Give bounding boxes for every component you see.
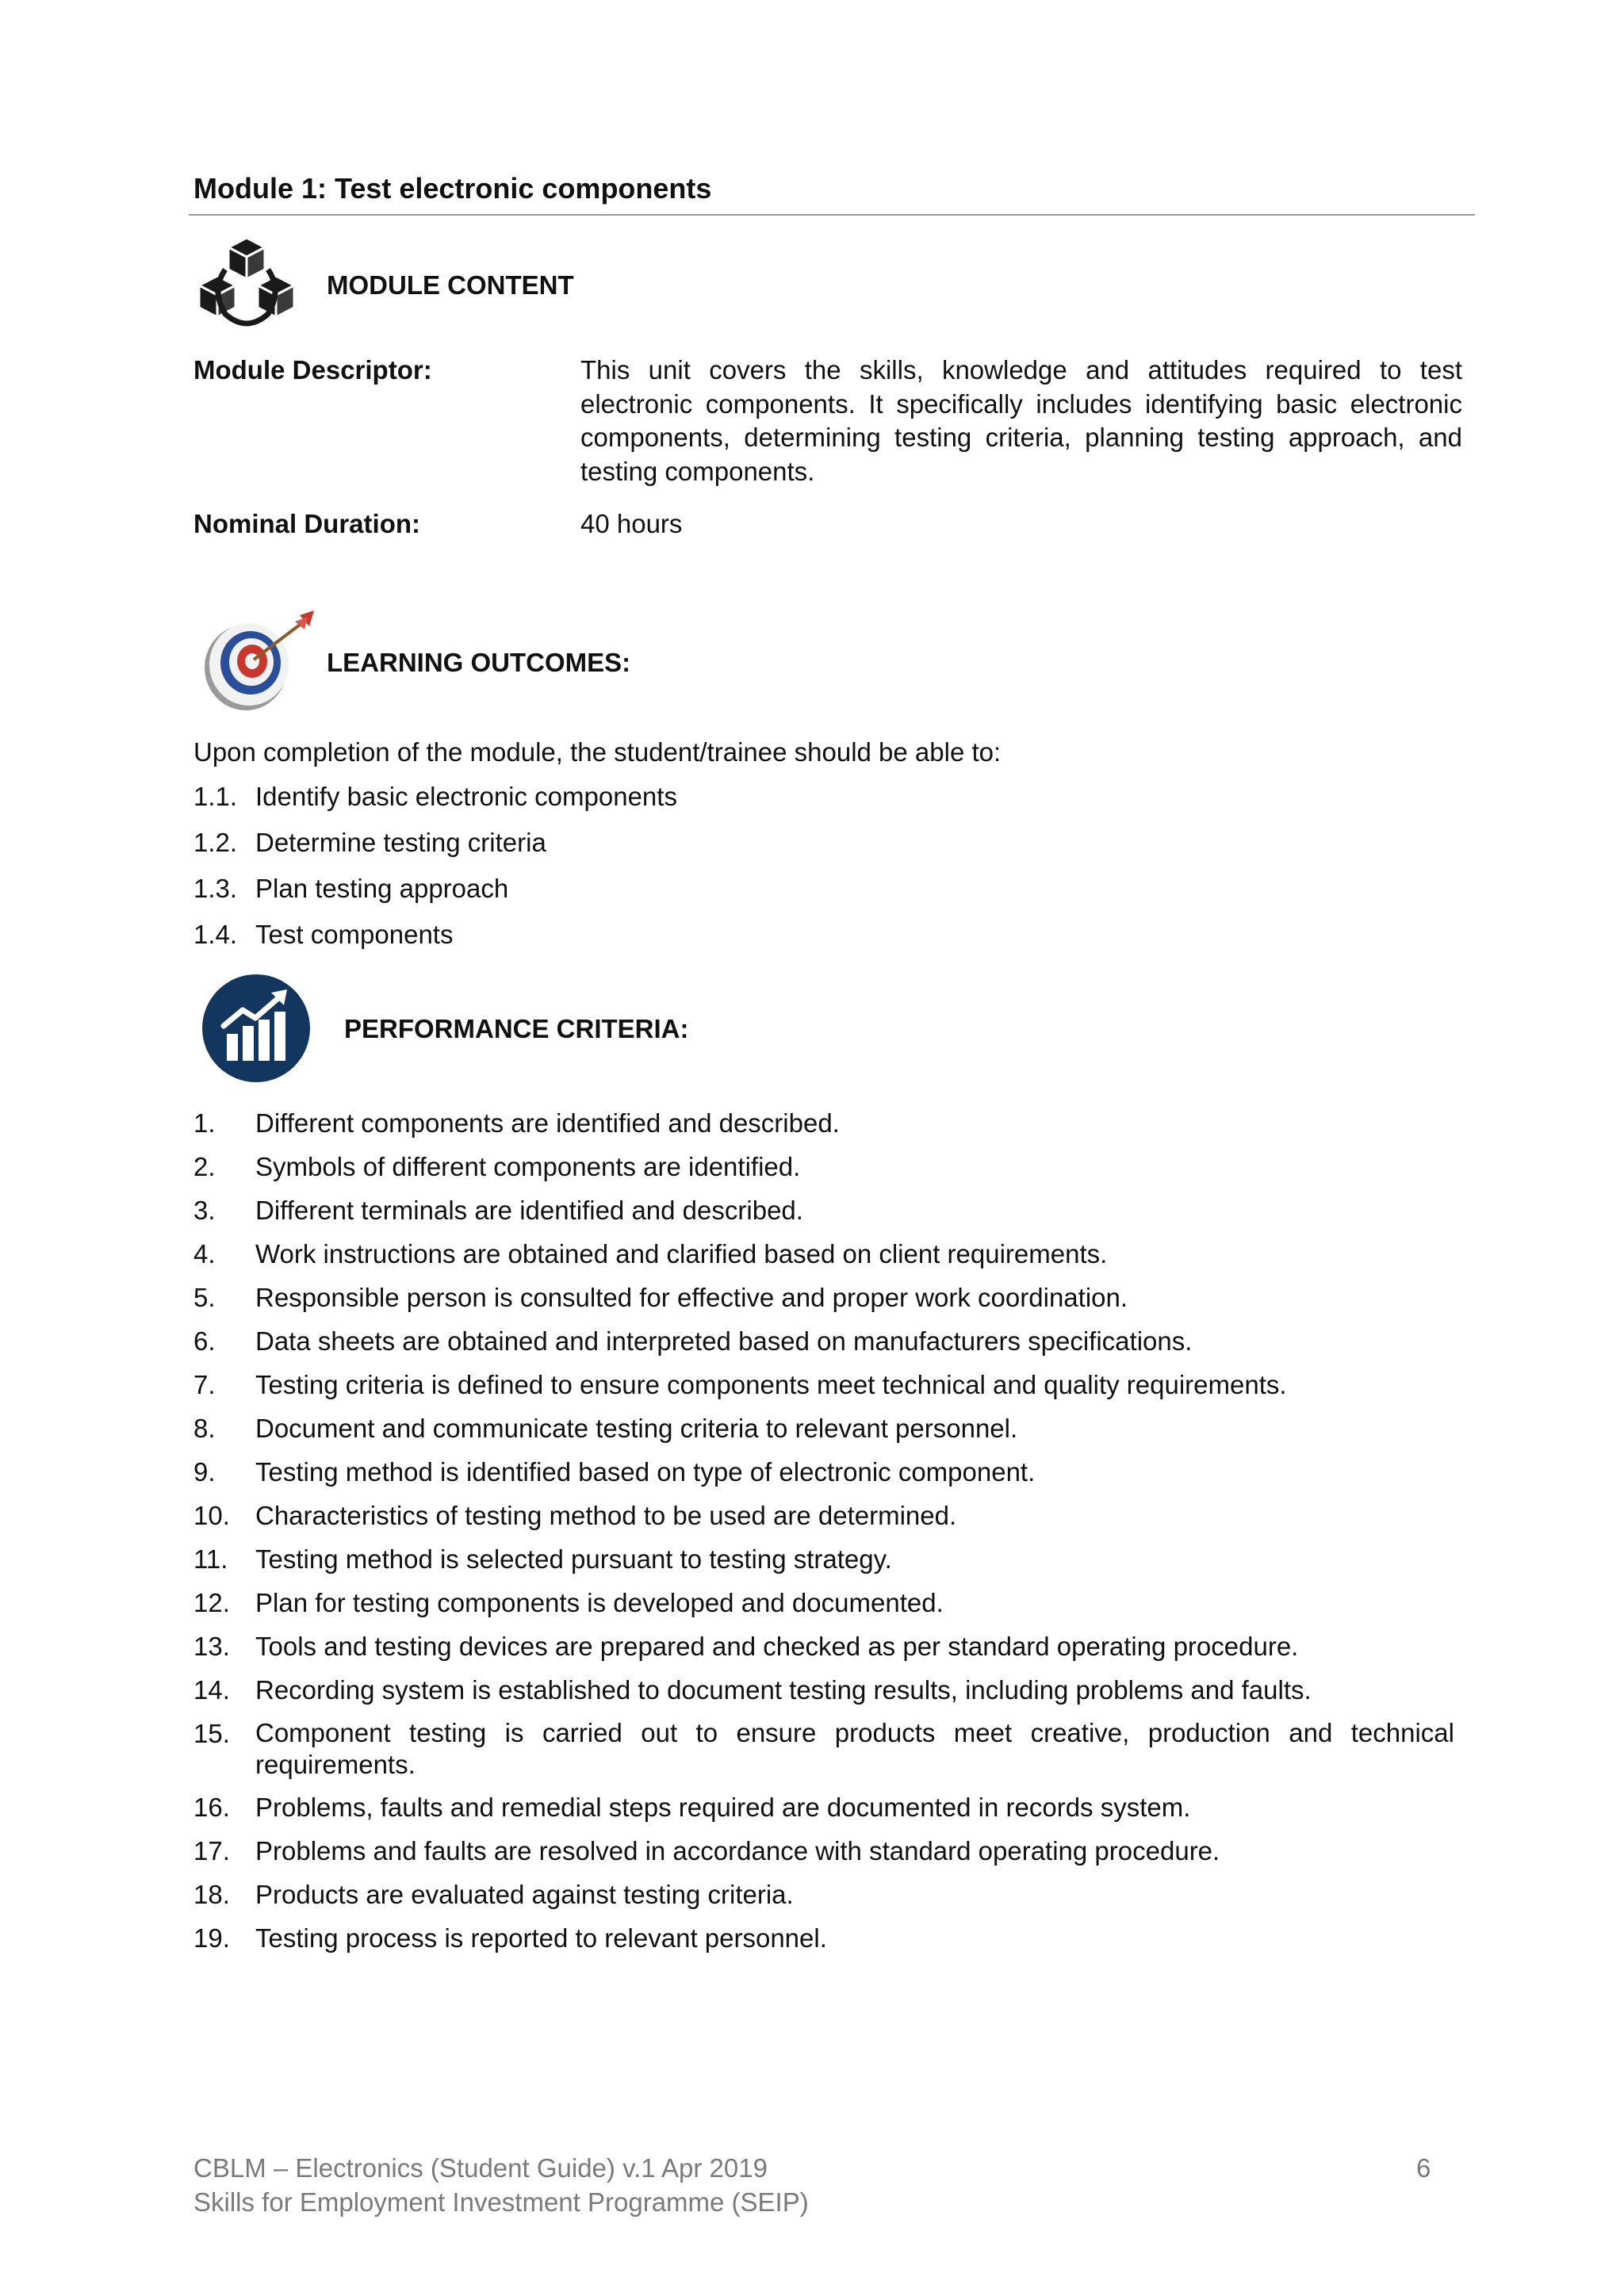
criteria-text: Problems, faults and remedial steps required are documented in records system. [255, 1793, 1191, 1822]
criteria-number: 10. [193, 1501, 230, 1530]
list-item [193, 1238, 1454, 1271]
list-item [193, 1150, 1454, 1184]
criteria-text: Recording system is established to document testing results, including problems and faults. [255, 1675, 1312, 1705]
criteria-number: 6. [193, 1326, 216, 1356]
cubes-icon [193, 235, 300, 336]
criteria-number: 9. [193, 1457, 216, 1487]
criteria-text: Testing method is identified based on type of electronic component. [255, 1457, 1036, 1487]
criteria-number: 4. [193, 1239, 216, 1269]
list-item [193, 1194, 1454, 1227]
page-number: 6 [1416, 2153, 1431, 2183]
criteria-text: Different terminals are identified and described. [255, 1196, 803, 1225]
footer-line-1: CBLM – Electronics (Student Guide) v.1 Apr 2019 [193, 2153, 768, 2183]
criteria-number: 18. [193, 1880, 230, 1909]
criteria-number: 16. [193, 1793, 230, 1822]
footer-line-2: Skills for Employment Investment Programme (SEIP) [193, 2187, 809, 2217]
criteria-number: 2. [193, 1152, 216, 1181]
target-dart-icon [195, 609, 319, 712]
criteria-text: Characteristics of testing method to be used are determined. [255, 1501, 957, 1530]
criteria-text: Different components are identified and described. [255, 1108, 840, 1138]
outcome-number: 1.2. [193, 828, 238, 857]
criteria-text: Testing process is reported to relevant personnel. [255, 1923, 827, 1953]
criteria-number: 11. [193, 1544, 228, 1574]
duration-label: Nominal Duration: [193, 509, 420, 538]
list-item [193, 1543, 1454, 1576]
criteria-number: 5. [193, 1283, 216, 1312]
list-item [193, 1922, 1454, 1955]
outcome-number: 1.3. [193, 874, 238, 903]
descriptor-value: This unit covers the skills, knowledge and attitudes required to test electronic components. It specifically includes identifying basic electronic components, determining testing criteria, planning testing approach, and testing components. [580, 355, 1462, 486]
criteria-number: 17. [193, 1836, 230, 1866]
list-item [193, 1586, 1454, 1620]
outcome-text: Test components [255, 920, 454, 949]
criteria-text: Work instructions are obtained and clarified based on client requirements. [255, 1239, 1108, 1269]
performance-criteria-list [193, 1107, 1454, 1965]
criteria-text: Plan for testing components is developed and documented. [255, 1588, 944, 1617]
list-item [193, 1499, 1454, 1533]
criteria-text: Data sheets are obtained and interpreted based on manufacturers specifications. [255, 1326, 1193, 1356]
criteria-number: 14. [193, 1675, 230, 1705]
criteria-number: 7. [193, 1370, 216, 1399]
list-item [193, 1412, 1454, 1445]
outcome-text: Determine testing criteria [255, 828, 546, 857]
list-item [193, 1368, 1454, 1402]
list-item [193, 1456, 1454, 1489]
list-item [193, 1325, 1454, 1358]
criteria-text: Problems and faults are resolved in accordance with standard operating procedure. [255, 1836, 1220, 1866]
outcomes-intro: Upon completion of the module, the student/trainee should be able to: [193, 737, 1002, 767]
list-item [193, 1630, 1454, 1663]
module-content-heading: MODULE CONTENT [327, 270, 574, 300]
outcome-text: Identify basic electronic components [255, 782, 677, 811]
criteria-text: Symbols of different components are identified. [255, 1152, 801, 1181]
growth-chart-icon [201, 974, 311, 1083]
criteria-number: 15. [193, 1719, 230, 1748]
criteria-text: Document and communicate testing criteria to relevant personnel. [255, 1414, 1018, 1443]
list-item [193, 1281, 1454, 1314]
outcome-number: 1.4. [193, 920, 238, 949]
criteria-number: 13. [193, 1632, 230, 1661]
criteria-number: 3. [193, 1196, 216, 1225]
criteria-number: 1. [193, 1108, 216, 1138]
criteria-text: Tools and testing devices are prepared and checked as per standard operating procedure. [255, 1632, 1299, 1661]
list-item [193, 1674, 1454, 1707]
list-item [193, 1878, 1454, 1911]
duration-value: 40 hours [580, 509, 683, 538]
outcome-text: Plan testing approach [255, 874, 509, 903]
list-item [193, 1835, 1454, 1868]
descriptor-label: Module Descriptor: [193, 355, 432, 385]
list-item [193, 1717, 1454, 1781]
criteria-number: 8. [193, 1414, 216, 1443]
list-item [193, 1791, 1454, 1824]
list-item [193, 1107, 1454, 1140]
learning-outcomes-heading: LEARNING OUTCOMES: [327, 648, 631, 677]
criteria-text: Products are evaluated against testing criteria. [255, 1880, 794, 1909]
criteria-text: Component testing is carried out to ensure products meet creative, production and technical requirements. [255, 1718, 1454, 1779]
criteria-text: Testing criteria is defined to ensure components meet technical and quality requirements. [255, 1370, 1287, 1399]
criteria-number: 19. [193, 1923, 230, 1953]
outcome-number: 1.1. [193, 782, 238, 811]
criteria-number: 12. [193, 1588, 230, 1617]
criteria-text: Testing method is selected pursuant to testing strategy. [255, 1544, 892, 1574]
performance-criteria-heading: PERFORMANCE CRITERIA: [344, 1014, 689, 1043]
title-divider [189, 214, 1475, 216]
module-title: Module 1: Test electronic components [193, 172, 712, 205]
criteria-text: Responsible person is consulted for effective and proper work coordination. [255, 1283, 1128, 1312]
